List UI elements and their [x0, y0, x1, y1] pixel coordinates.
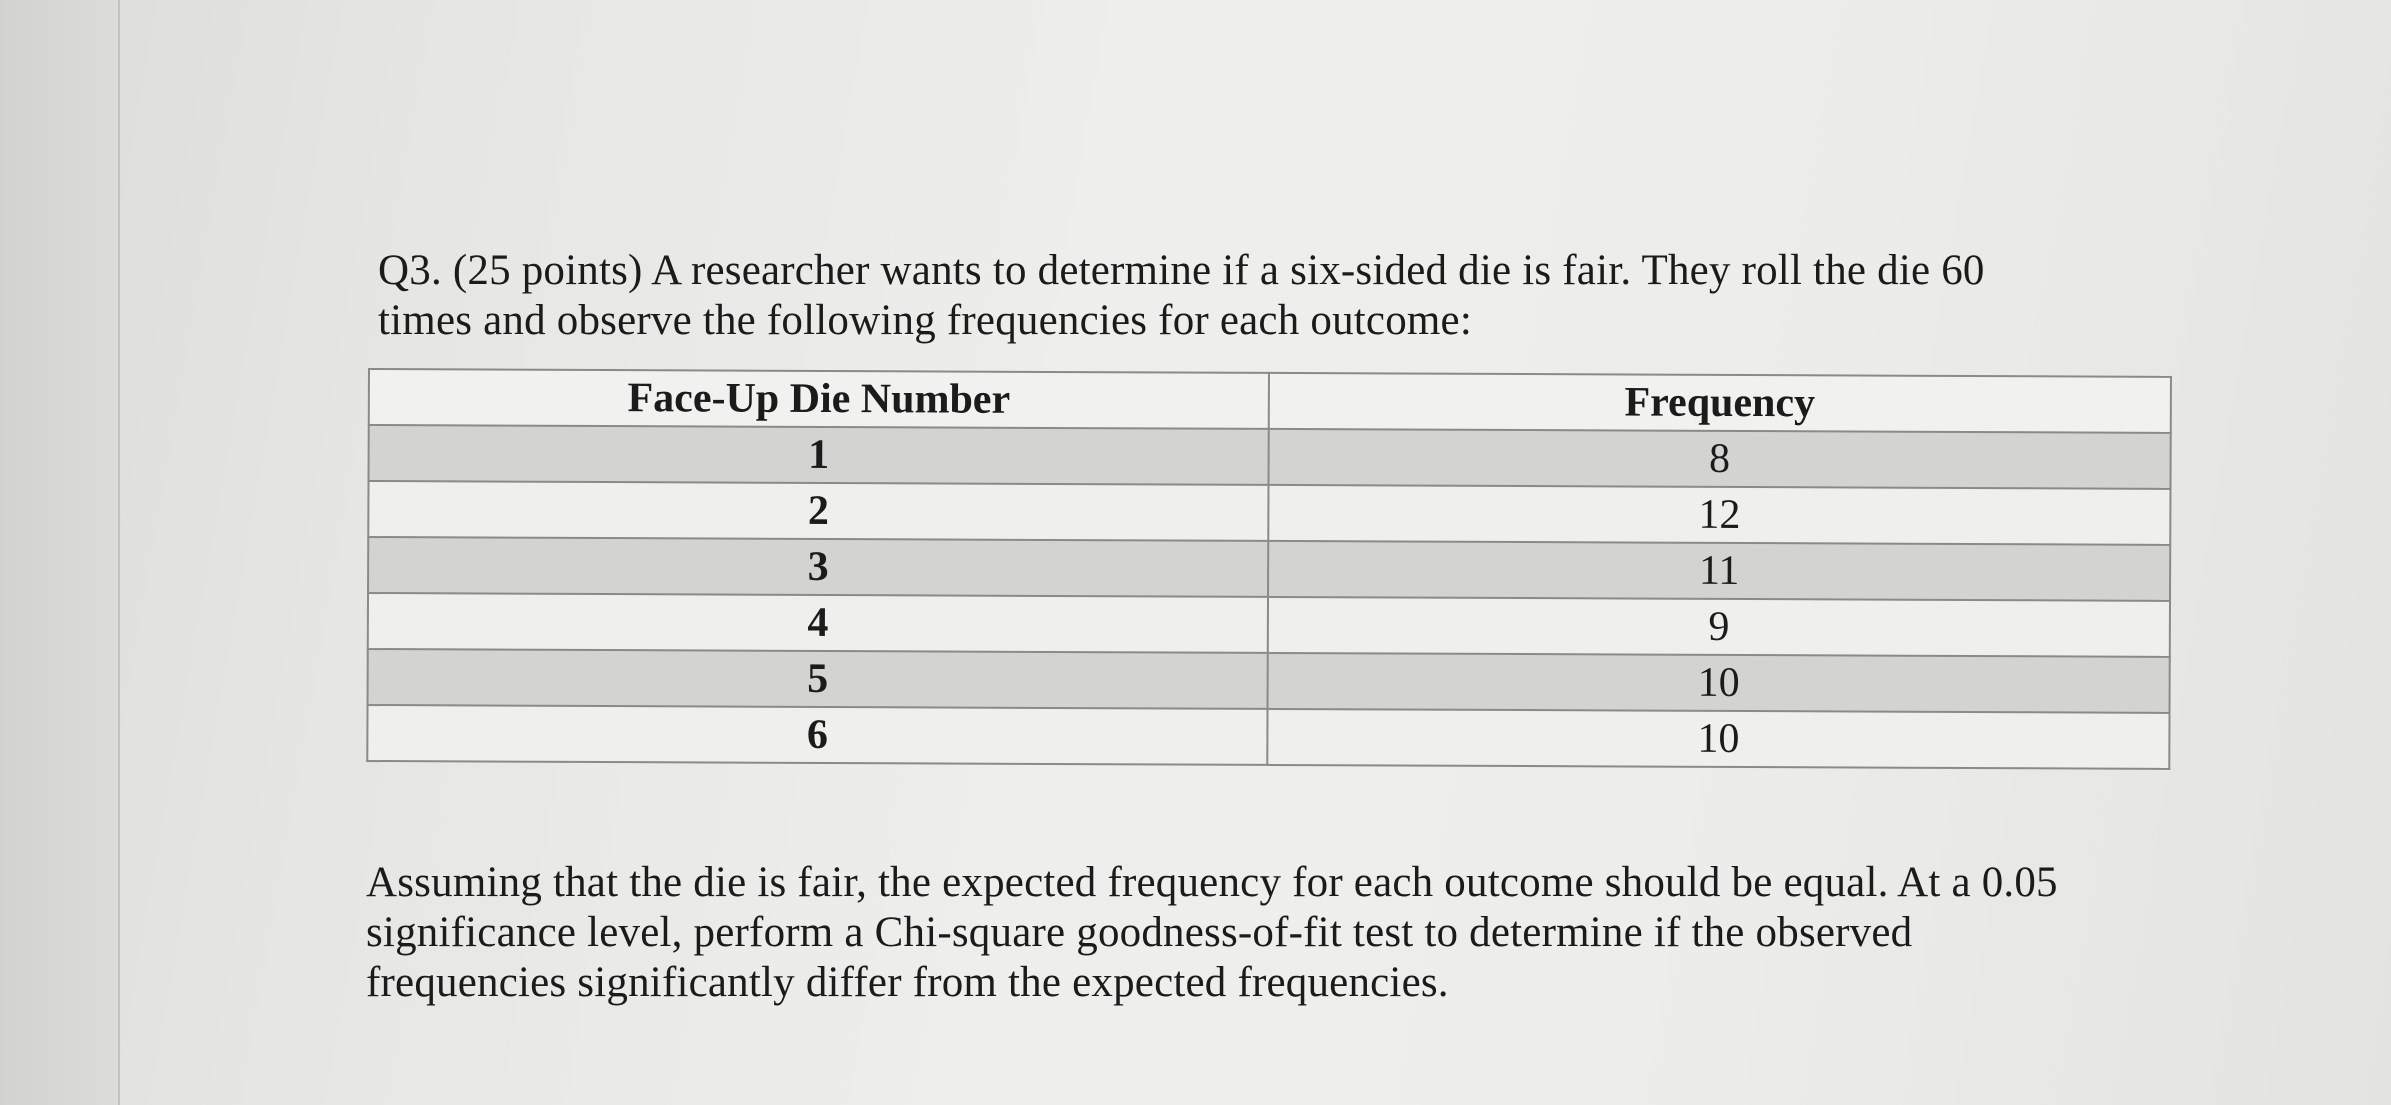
table-header-row	[369, 369, 2171, 433]
face-cell: 5	[368, 649, 1268, 709]
frequency-table-container	[366, 368, 2170, 770]
header-frequency: Frequency	[1269, 373, 2171, 433]
frequency-cell: 10	[1268, 653, 2170, 713]
face-cell: 3	[368, 537, 1268, 597]
question-text-2: times and observe the following frequencies for each outcome:	[378, 297, 1472, 344]
frequency-cell: 12	[1268, 485, 2170, 545]
instructions-text-1: Assuming that the die is fair, the expected frequency for each outcome should be equal. At a 0.05	[366, 859, 2058, 906]
frequency-table	[366, 368, 2172, 770]
table-row	[367, 705, 2169, 769]
sidebar-edge	[0, 0, 120, 1105]
instructions-text-2: significance level, perform a Chi-square goodness-of-fit test to determine if the observed	[366, 909, 1913, 956]
instructions-line-1	[366, 858, 2058, 908]
table-row	[368, 481, 2170, 545]
face-cell: 6	[367, 705, 1267, 765]
document-page	[120, 0, 2391, 1105]
instructions-line-3	[366, 958, 1449, 1008]
face-cell: 4	[368, 593, 1268, 653]
frequency-cell: 11	[1268, 541, 2170, 601]
instructions-text-3: frequencies significantly differ from the expected frequencies.	[366, 959, 1449, 1006]
table-row	[368, 593, 2170, 657]
face-cell: 1	[369, 425, 1269, 485]
frequency-cell: 9	[1268, 597, 2170, 657]
header-face-up-die-number: Face-Up Die Number	[369, 369, 1269, 429]
frequency-cell: 8	[1268, 429, 2170, 489]
face-cell: 2	[368, 481, 1268, 541]
question-line-1	[378, 246, 1985, 296]
question-line-2	[378, 296, 1472, 346]
frequency-cell: 10	[1267, 709, 2169, 769]
instructions-line-2	[366, 908, 1912, 958]
table-row	[368, 537, 2170, 601]
table-row	[369, 425, 2171, 489]
table-row	[368, 649, 2170, 713]
question-text-1: Q3. (25 points) A researcher wants to determine if a six-sided die is fair. They roll the die 60	[378, 247, 1985, 294]
